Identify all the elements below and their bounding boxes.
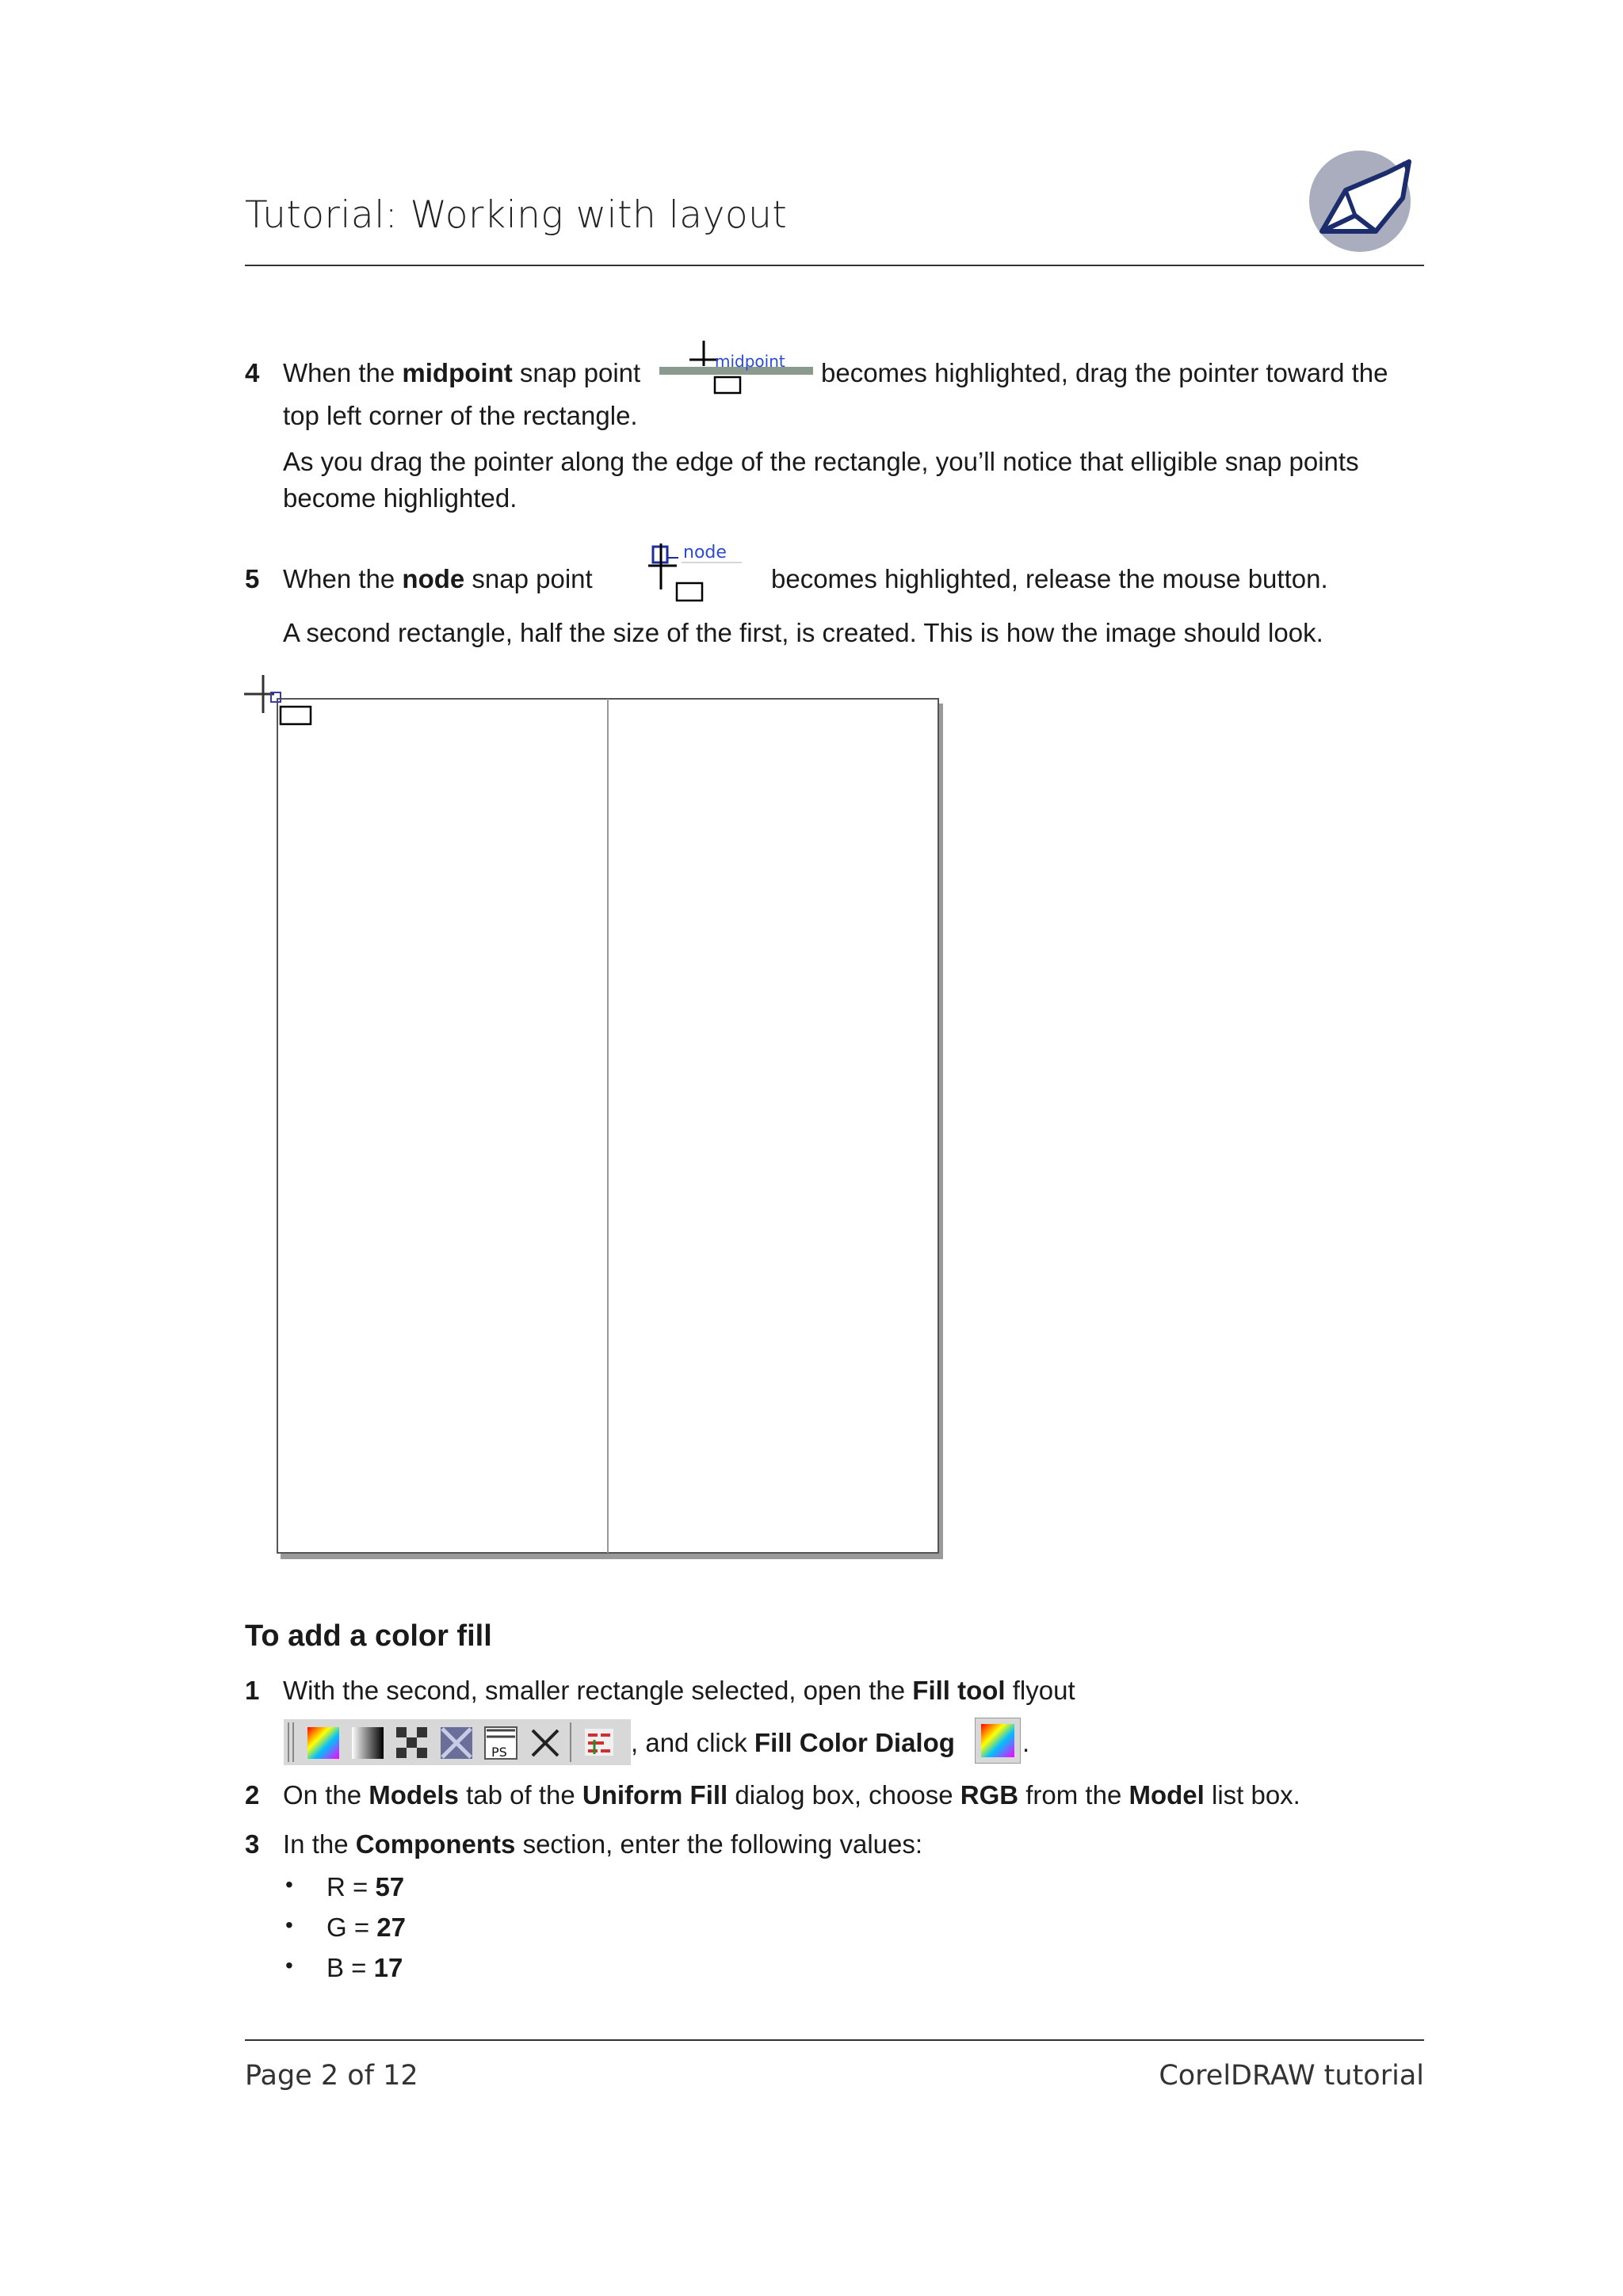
node-snap-icon bbox=[647, 537, 745, 605]
step-1-text-cont: , and click Fill Color Dialog bbox=[631, 1728, 955, 1757]
step-4-line2: top left corner of the rectangle. bbox=[283, 401, 638, 430]
section-heading: To add a color fill bbox=[245, 1619, 492, 1653]
svg-text:node: node bbox=[683, 543, 727, 563]
step-5-note: A second rectangle, half the size of the first, is created. This is how the image should look. bbox=[283, 618, 1323, 647]
snap-cursor-icon bbox=[659, 339, 815, 396]
step-5-text: When the node snap point bbox=[283, 564, 593, 593]
value-item-g: G = 27 bbox=[327, 1913, 406, 1942]
page-title: Tutorial: Working with layout bbox=[245, 193, 788, 237]
step-2-text: On the Models tab of the Uniform Fill dialog box, choose RGB from the Model list box. bbox=[283, 1780, 1300, 1810]
step-1-text: With the second, smaller rectangle selected, open the Fill tool flyout bbox=[283, 1676, 1075, 1705]
bullet-icon: • bbox=[285, 1872, 293, 1897]
header-rule bbox=[245, 265, 1424, 266]
step-number: 4 bbox=[245, 358, 260, 387]
fill-tool-flyout-icon[interactable] bbox=[284, 1719, 631, 1765]
step-number: 3 bbox=[245, 1829, 260, 1859]
step-4-text: When the midpoint snap point bbox=[283, 358, 641, 387]
step-number: 5 bbox=[245, 564, 260, 593]
step-5-text-cont: becomes highlighted, release the mouse button. bbox=[771, 564, 1328, 593]
value-item-r: R = 57 bbox=[327, 1872, 405, 1901]
fill-color-dialog-icon[interactable] bbox=[975, 1718, 1021, 1764]
step-4-note-2: become highlighted. bbox=[283, 483, 517, 513]
bullet-icon: • bbox=[285, 1953, 293, 1978]
step-3-text: In the Components section, enter the following values: bbox=[283, 1829, 923, 1859]
rectangle-illustration bbox=[242, 675, 948, 1562]
page-number: Page 2 of 12 bbox=[245, 2060, 418, 2092]
step-4-note: As you drag the pointer along the edge of the rectangle, you’ll notice that elligible snap points bbox=[283, 447, 1359, 476]
svg-text:PS: PS bbox=[491, 1745, 507, 1760]
svg-text:midpoint: midpoint bbox=[715, 352, 785, 371]
step-number: 1 bbox=[245, 1676, 260, 1705]
step-number: 2 bbox=[245, 1780, 260, 1810]
value-item-b: B = 17 bbox=[327, 1953, 403, 1982]
step-4-text-cont: becomes highlighted, drag the pointer toward the bbox=[821, 358, 1388, 387]
document-name: CorelDRAW tutorial bbox=[1159, 2060, 1424, 2092]
bullet-icon: • bbox=[285, 1913, 293, 1937]
pen-logo-icon bbox=[1308, 146, 1417, 255]
step-1-period: . bbox=[1022, 1728, 1030, 1757]
footer-rule bbox=[245, 2039, 1424, 2041]
